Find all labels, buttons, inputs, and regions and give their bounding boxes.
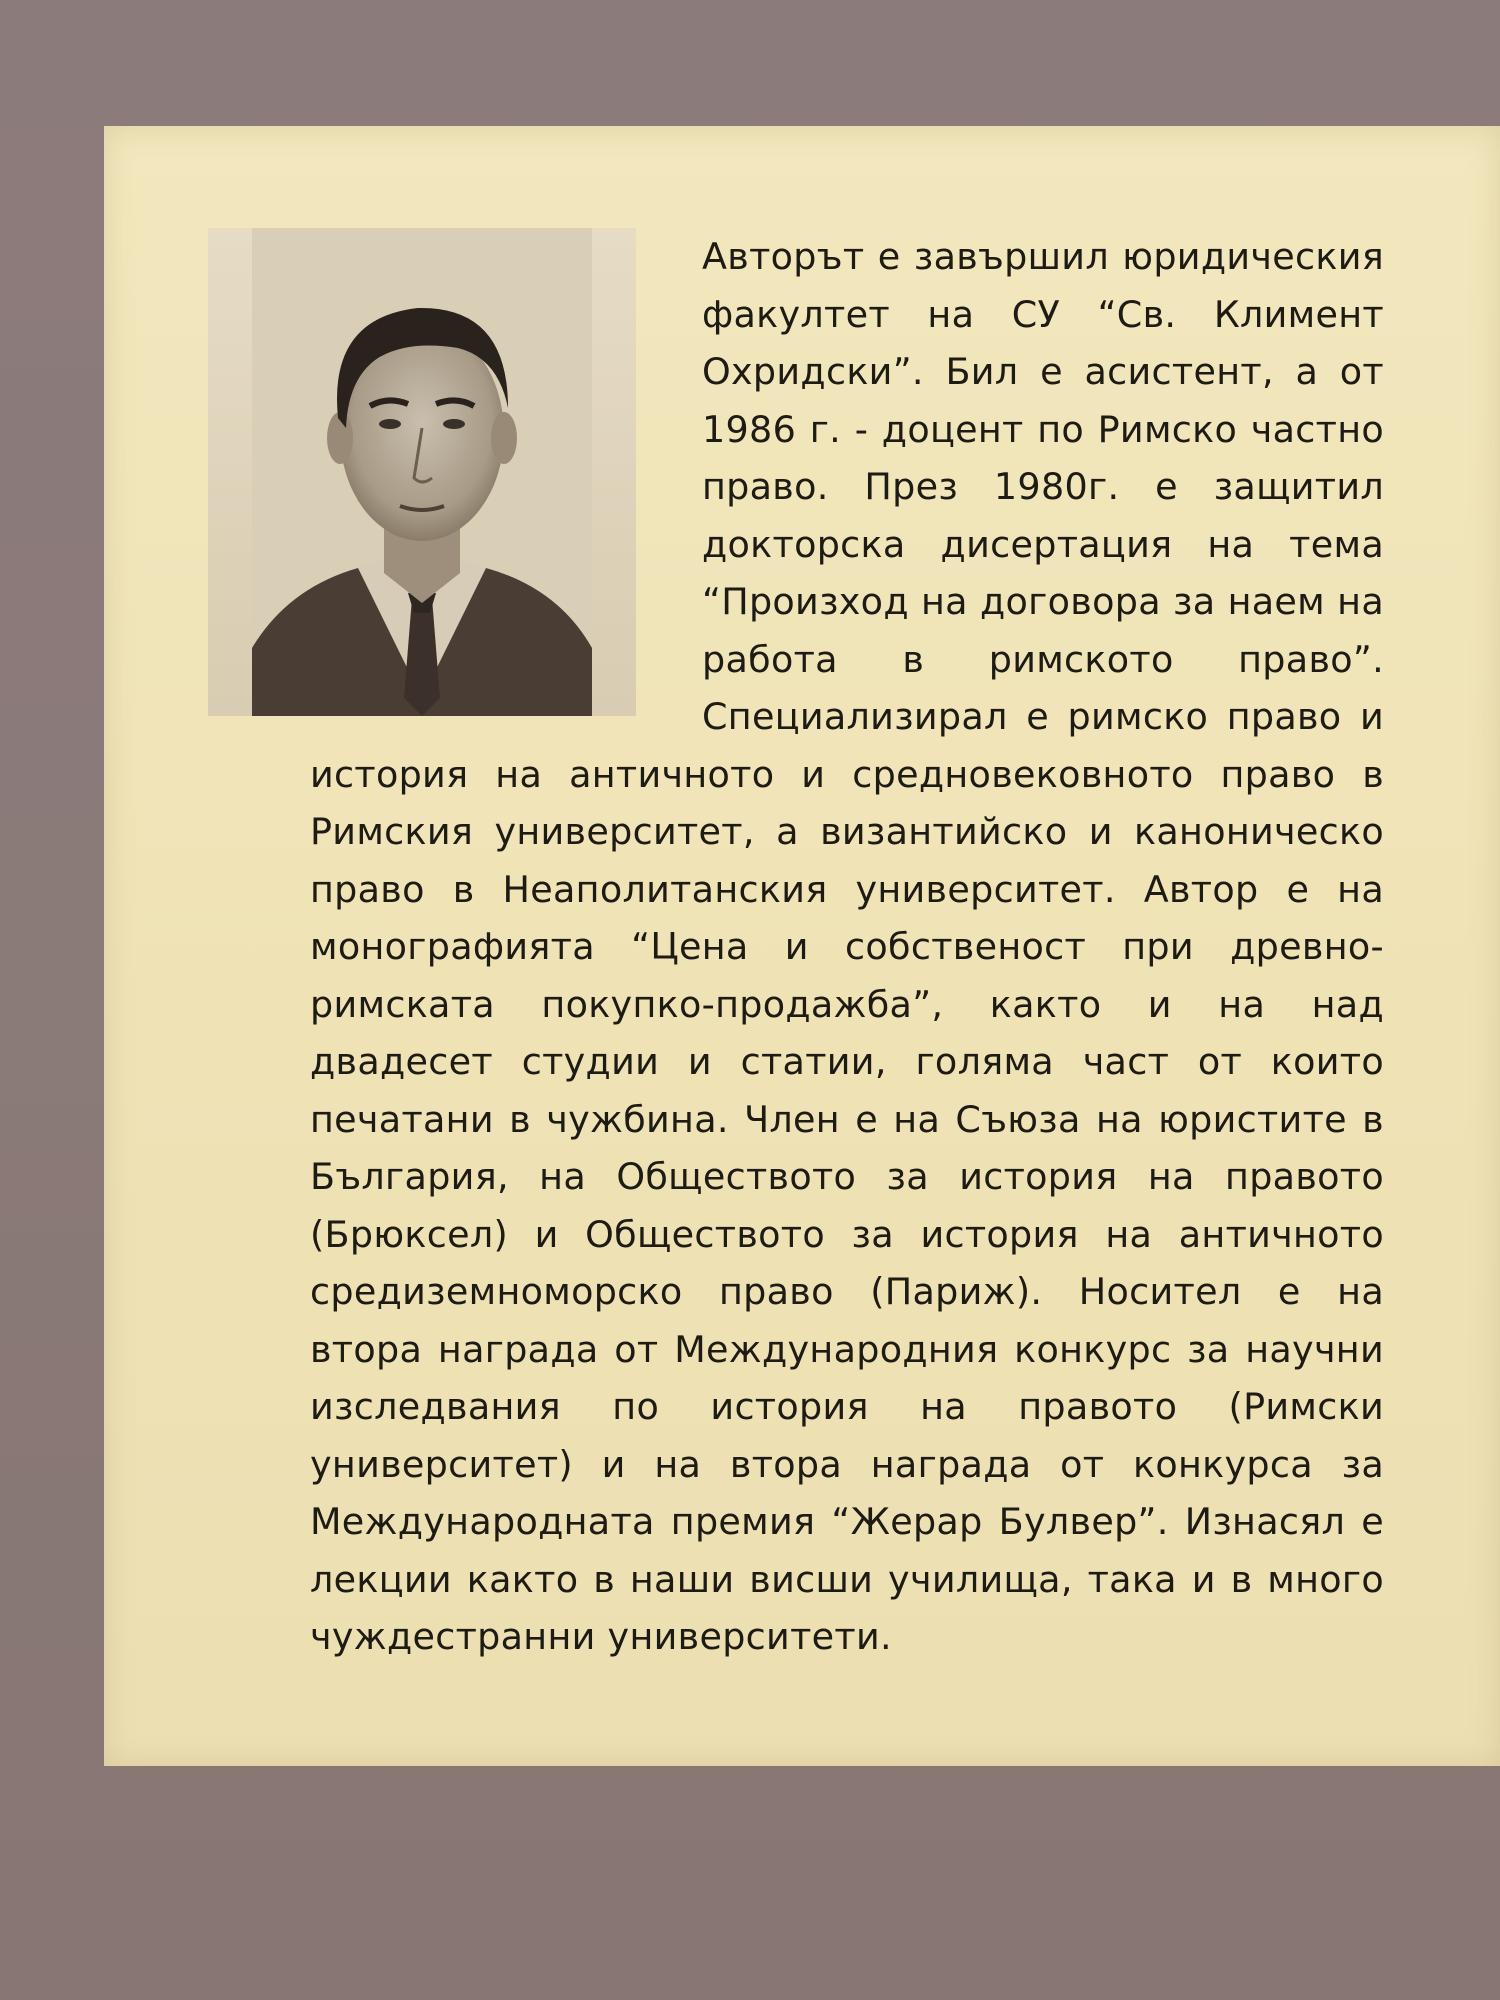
author-bio-text: Авторът е завършил юридическия факултет на СУ “Св. Климент Охридски”. Бил е асистент, а от 1986 г. - доцент по Римско частно право. През 1980г. е защитил докторска дисертация на тема “Произход на договора за наем на работа в римското право”. Специализирал е римско право и история на античното и средновековното право в Римския университет, а византийско и каноническо право в Неаполитанския университет. Автор е на монографията “Цена и собственост при древно-римската покупко-продажба”, както и на над двадесет студии и статии, голяма част от които печатани в чужбина. Член е на Съюза на юристите в България, на Обществото за история на правото (Брюксел) и Обществото за история на античното средиземноморско право (Париж). Носител е на втора награда от Международния конкурс за научни изследвания по история на правото (Римски университет) и на втора награда от конкурса за Международната премия “Жерар Булвер”. Изнасял е лекции както в наши висши училища, така и в много чуждестранни университети. bbox=[310, 235, 1384, 1658]
author-bio bbox=[310, 228, 1384, 1666]
photo-wrap-spacer bbox=[310, 228, 702, 718]
